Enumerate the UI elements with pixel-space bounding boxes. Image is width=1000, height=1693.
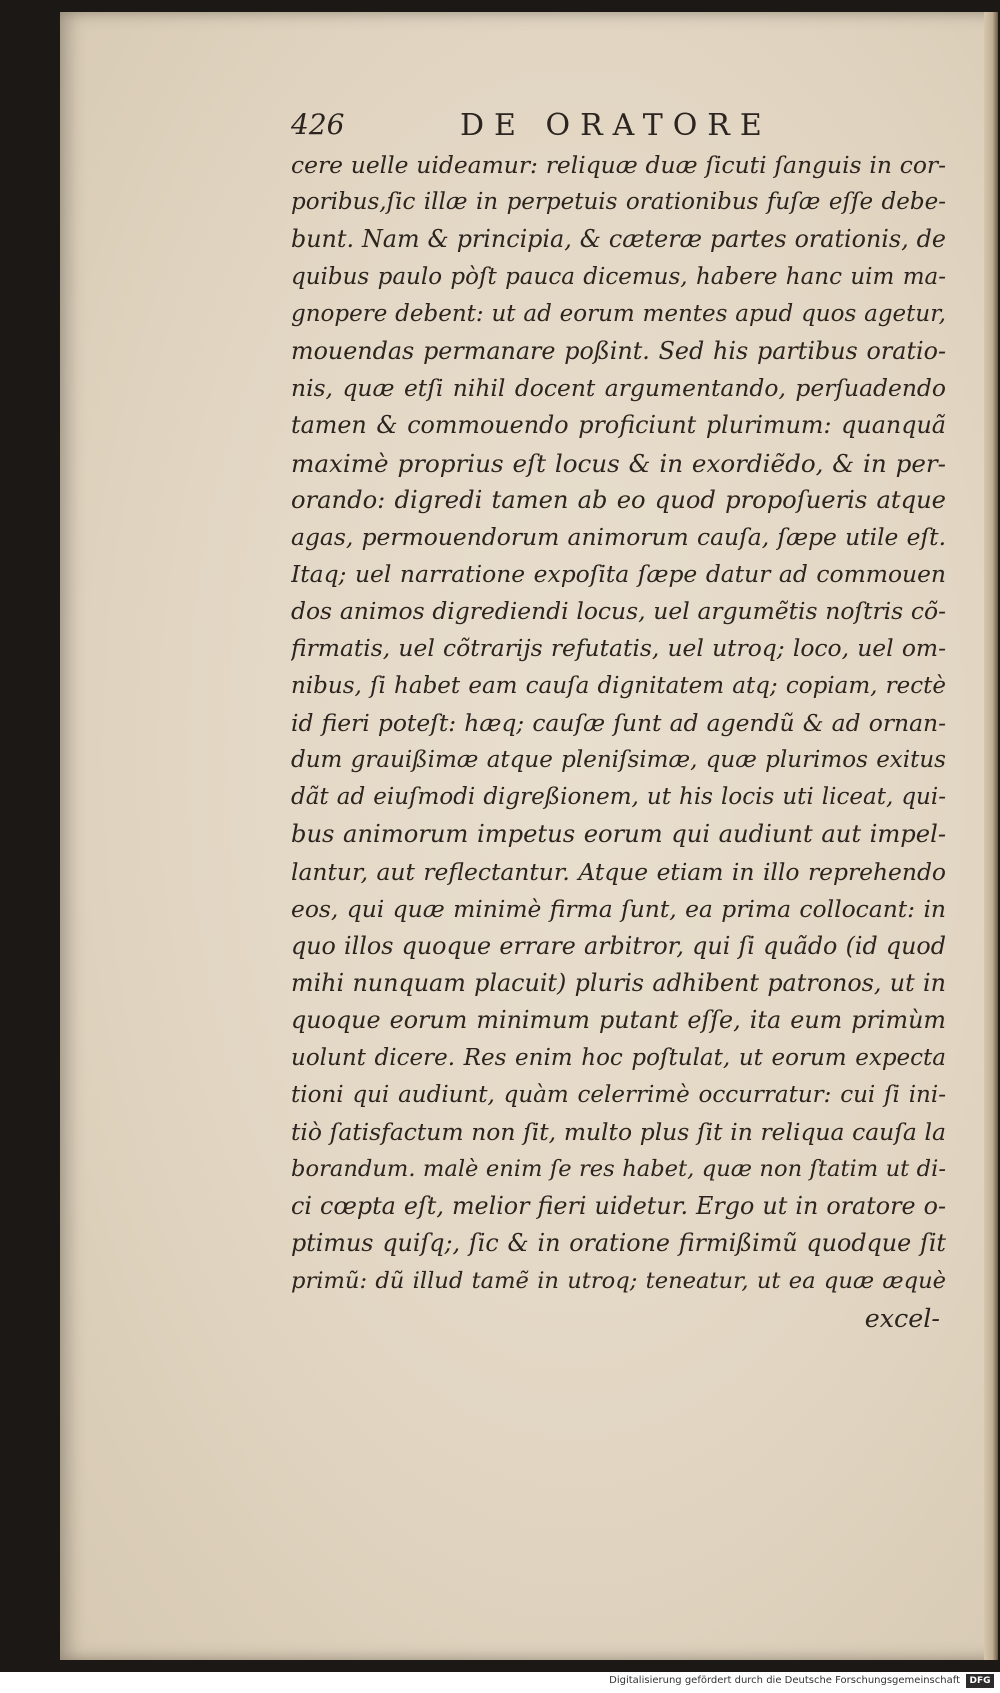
text-line: cere uelle uideamur: reliquæ duæ ſicuti ſanguis in cor- (291, 151, 946, 179)
running-title: DE ORATORE (460, 108, 772, 143)
text-line: bunt. Nam & principia, & cæteræ partes orationis, de (291, 225, 946, 254)
text-line: gnopere debent: ut ad eorum mentes apud quos agetur, (291, 300, 946, 327)
text-line: borandum. malè enim ſe res habet, quæ non ſtatim ut di- (291, 1156, 946, 1183)
text-line: quibus paulo pòſt pauca dicemus, habere hanc uim ma- (291, 263, 946, 290)
text-line: ptimus quiſq;, ſic & in oratione firmißimũ quodque ſit (291, 1229, 946, 1258)
text-line: nis, quæ etſi nihil docent argumentando, perſuadendo (291, 374, 946, 403)
catchword: excel- (864, 1302, 940, 1333)
funding-credit: Digitalisierung gefördert durch die Deutsche Forschungsgemeinschaft (609, 1675, 960, 1686)
text-line: dos animos digrediendi locus, uel argumẽtis noſtris cõ- (291, 597, 946, 626)
text-line: tamen & commouendo proficiunt plurimum: quanquã (291, 411, 946, 440)
text-line: dãt ad eiuſmodi digreßionem, ut his locis uti liceat, qui- (291, 784, 946, 811)
text-line: lantur, aut reflectantur. Atque etiam in illo reprehendo (291, 857, 946, 886)
text-line: poribus,ſic illæ in perpetuis orationibus fuſæ eſſe debe- (291, 189, 946, 216)
text-line: bus animorum impetus eorum qui audiunt aut impel- (291, 820, 946, 849)
text-line: primũ: dũ illud tamẽ in utroq; teneatur, ut ea quæ æquè (291, 1267, 946, 1294)
body-text (291, 147, 946, 1337)
text-line: id fieri poteſt: hæq; cauſæ ſunt ad agendũ & ad ornan- (291, 708, 946, 737)
text-line: quoque eorum minimum putant eſſe, ita eum primùm (291, 1006, 946, 1035)
text-line: tioni qui audiunt, quàm celerrimè occurratur: cui ſi ini- (291, 1081, 946, 1108)
text-line: maximè proprius eſt locus & in exordiẽdo, & in per- (291, 448, 946, 478)
digitization-footer (0, 1672, 1000, 1693)
text-line: nibus, ſi habet eam cauſa dignitatem atq; copiam, rectè (291, 672, 946, 699)
text-line: mouendas permanare poßint. Sed his partibus oratio- (291, 336, 946, 365)
dfg-logo-icon: DFG (966, 1674, 994, 1688)
text-line: orando: digredi tamen ab eo quod propoſueris atque (291, 485, 946, 514)
text-line: eos, qui quæ minimè firma ſunt, ea prima collocant: in (291, 894, 946, 923)
page-edge (984, 12, 998, 1660)
text-line: firmatis, uel cõtrarijs refutatis, uel utroq; loco, uel om- (291, 634, 946, 663)
text-line: tiò ſatisfactum non ſit, multo plus ſit in reliqua cauſa la (291, 1117, 946, 1146)
text-line: mihi nunquam placuit) pluris adhibent patronos, ut in (291, 969, 946, 998)
text-line: uolunt dicere. Res enim hoc poſtulat, ut eorum expecta (291, 1044, 946, 1071)
text-line: Itaq; uel narratione expoſita ſæpe datur ad commouen (291, 560, 946, 589)
text-line: agas, permouendorum animorum cauſa, ſæpe utile eſt. (291, 522, 946, 551)
text-line: quo illos quoque errare arbitror, qui ſi quãdo (id quod (291, 931, 946, 960)
text-line: dum grauißimæ atque pleniſsimæ, quæ plurimos exitus (291, 747, 946, 773)
text-line: ci cœpta eſt, melior fieri uidetur. Ergo ut in oratore o- (291, 1192, 946, 1221)
page-number: 426 (291, 108, 345, 141)
